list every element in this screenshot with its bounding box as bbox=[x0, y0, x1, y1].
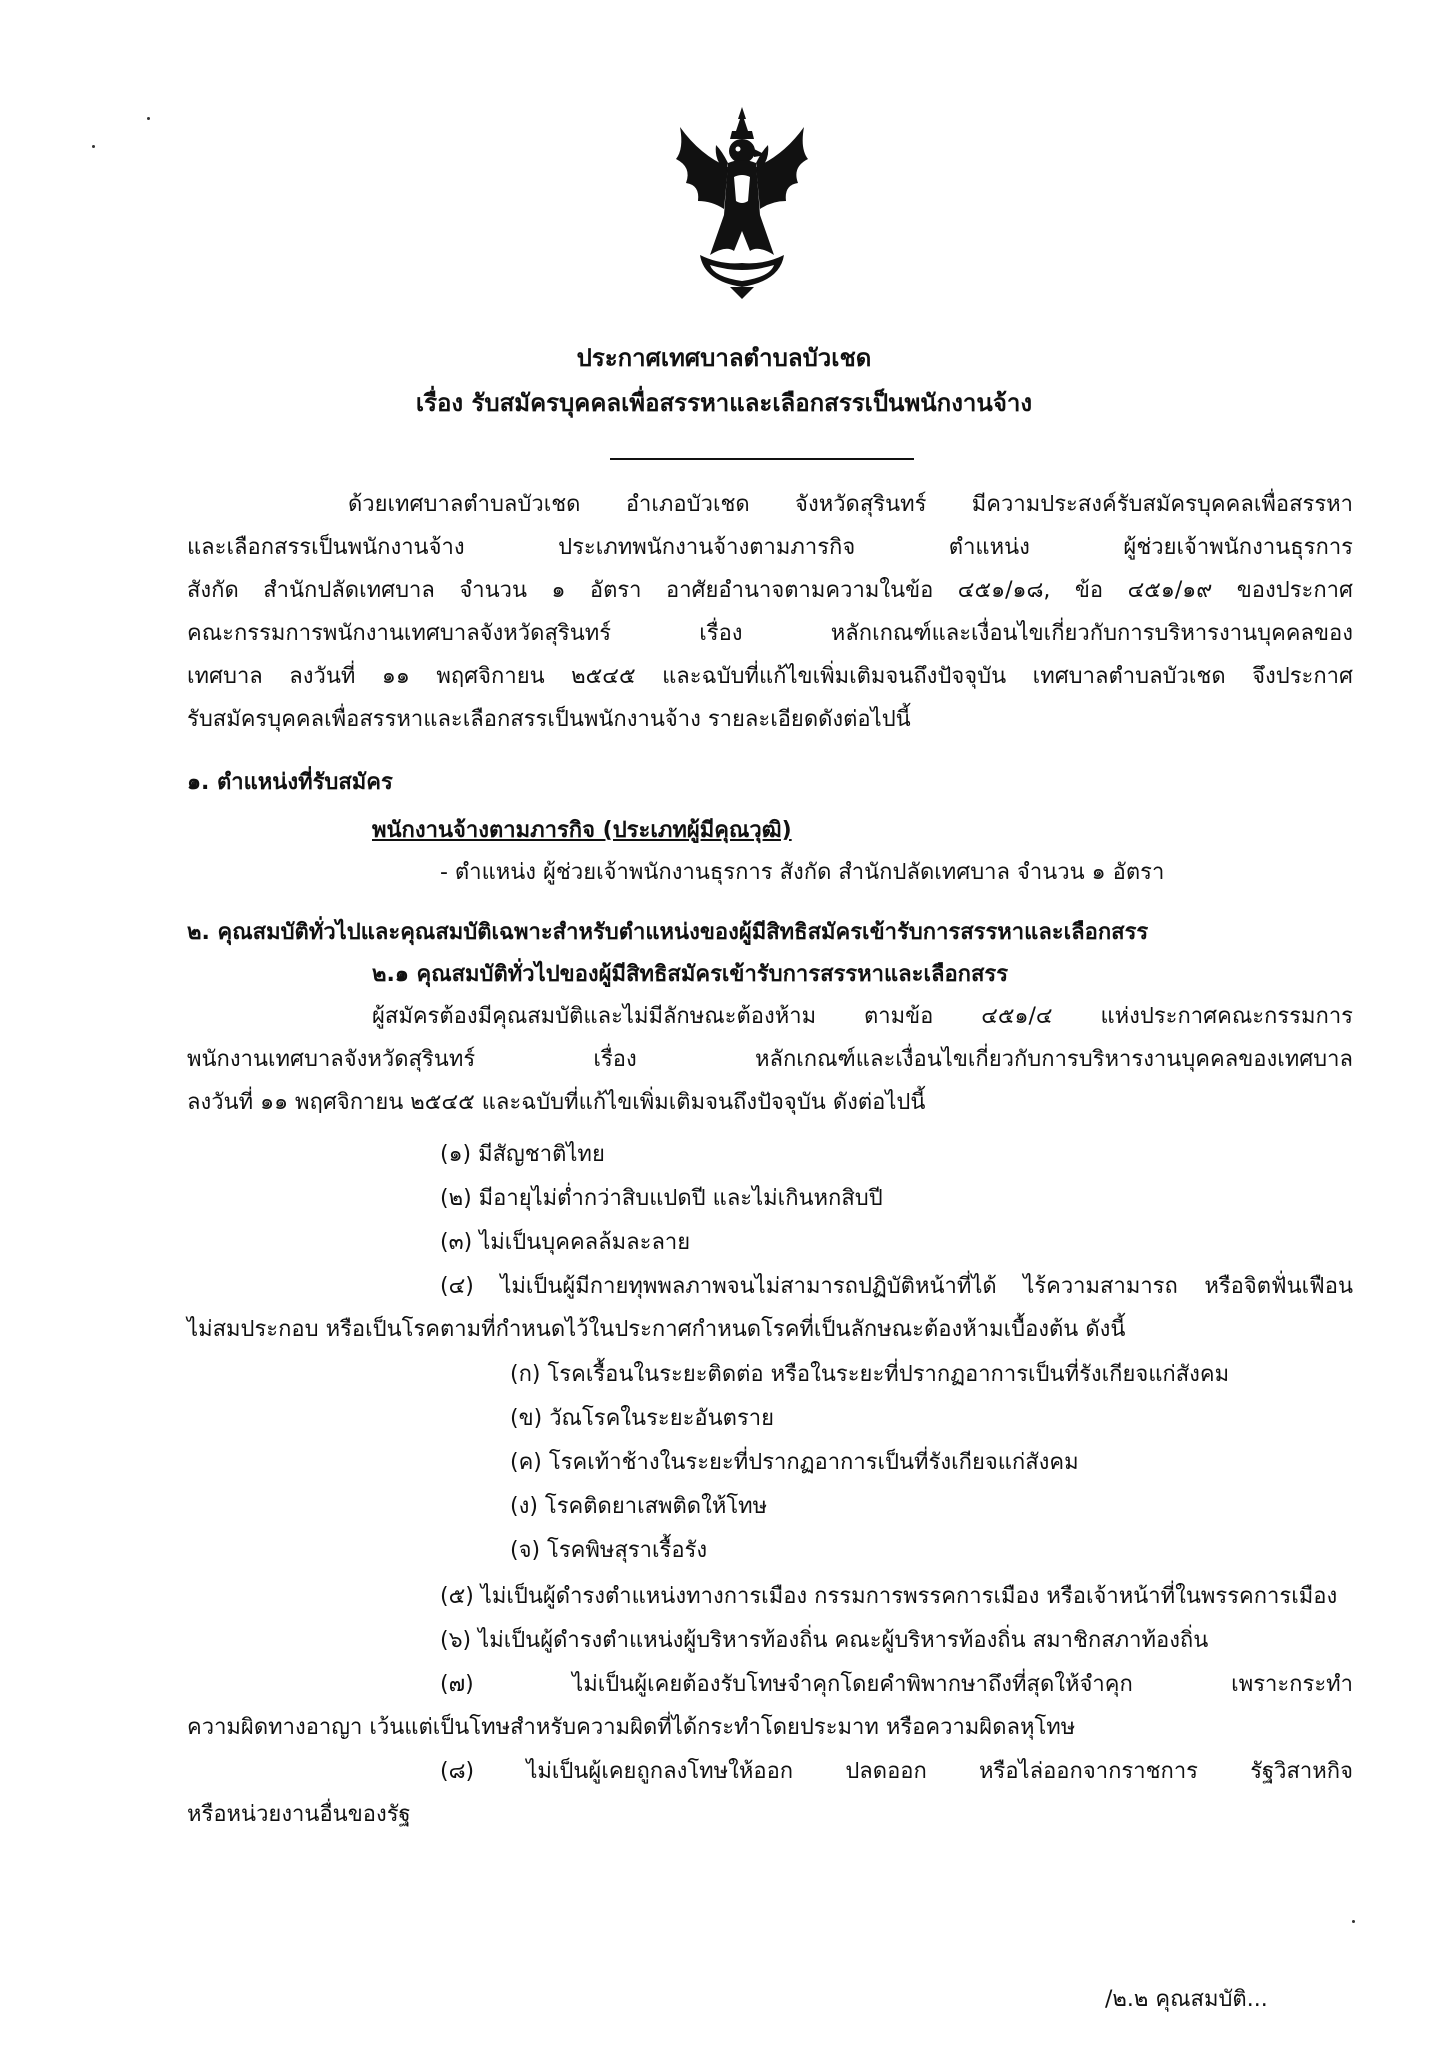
garuda-emblem bbox=[670, 105, 815, 300]
sub-list-item: (ก) โรคเรื้อนในระยะติดต่อ หรือในระยะที่ปรากฏอาการเป็นที่รังเกียจแก่สังคม bbox=[510, 1362, 1230, 1387]
section-heading: ๒. คุณสมบัติทั่วไปและคุณสมบัติเฉพาะสำหรับตำแหน่งของผู้มีสิทธิสมัครเข้ารับการสรรหาและเลือกสรร bbox=[187, 920, 1149, 945]
list-item: (๓) ไม่เป็นบุคคลล้มละลาย bbox=[440, 1230, 691, 1255]
page-continuation: /๒.๒ คุณสมบัติ... bbox=[1105, 1987, 1268, 2012]
intro-line: และเลือกสรรเป็นพนักงานจ้าง ประเภทพนักงานจ้างตามภารกิจ ตำแหน่ง ผู้ช่วยเจ้าพนักงานธุรการ bbox=[187, 535, 1353, 560]
intro-line: ด้วยเทศบาลตำบลบัวเชด อำเภอบัวเชด จังหวัดสุรินทร์ มีความประสงค์รับสมัครบุคคลเพื่อสรรหา bbox=[348, 492, 1353, 517]
intro-line: รับสมัครบุคคลเพื่อสรรหาและเลือกสรรเป็นพนักงานจ้าง รายละเอียดดังต่อไปนี้ bbox=[187, 707, 911, 732]
list-item: (๖) ไม่เป็นผู้ดำรงตำแหน่งผู้บริหารท้องถิ่น คณะผู้บริหารท้องถิ่น สมาชิกสภาท้องถิ่น bbox=[440, 1628, 1209, 1653]
paragraph-line: พนักงานเทศบาลจังหวัดสุรินทร์ เรื่อง หลักเกณฑ์และเงื่อนไขเกี่ยวกับการบริหารงานบุคคลของเทศบาล bbox=[187, 1047, 1353, 1072]
list-item: (๔) ไม่เป็นผู้มีกายทุพพลภาพจนไม่สามารถปฏิบัติหน้าที่ได้ ไร้ความสามารถ หรือจิตฟั่นเฟือน bbox=[440, 1274, 1353, 1299]
sub-list-item: (ค) โรคเท้าช้างในระยะที่ปรากฏอาการเป็นที่รังเกียจแก่สังคม bbox=[510, 1450, 1079, 1475]
document-title: ประกาศเทศบาลตำบลบัวเชด bbox=[576, 344, 872, 372]
section-subheading: พนักงานจ้างตามภารกิจ (ประเภทผู้มีคุณวุฒิ) bbox=[372, 818, 792, 843]
section-heading: ๑. ตำแหน่งที่รับสมัคร bbox=[187, 770, 393, 795]
intro-line: เทศบาล ลงวันที่ ๑๑ พฤศจิกายน ๒๕๔๕ และฉบับที่แก้ไขเพิ่มเติมจนถึงปัจจุบัน เทศบาลตำบลบัวเชด จึงประกาศ bbox=[187, 664, 1353, 689]
title-divider bbox=[610, 458, 914, 460]
list-item: (๑) มีสัญชาติไทย bbox=[440, 1142, 605, 1167]
paragraph-line: ลงวันที่ ๑๑ พฤศจิกายน ๒๕๔๕ และฉบับที่แก้ไขเพิ่มเติมจนถึงปัจจุบัน ดังต่อไปนี้ bbox=[187, 1090, 926, 1115]
paragraph-line: ผู้สมัครต้องมีคุณสมบัติและไม่มีลักษณะต้องห้าม ตามข้อ ๔๕๑/๔ แห่งประกาศคณะกรรมการ bbox=[372, 1004, 1353, 1029]
position-item: - ตำแหน่ง ผู้ช่วยเจ้าพนักงานธุรการ สังกัด สำนักปลัดเทศบาล จำนวน ๑ อัตรา bbox=[440, 860, 1165, 885]
list-item: (๒) มีอายุไม่ต่ำกว่าสิบแปดปี และไม่เกินหกสิบปี bbox=[440, 1186, 883, 1211]
list-item: (๕) ไม่เป็นผู้ดำรงตำแหน่งทางการเมือง กรรมการพรรคการเมือง หรือเจ้าหน้าที่ในพรรคการเมือง bbox=[440, 1584, 1338, 1609]
list-item: (๘) ไม่เป็นผู้เคยถูกลงโทษให้ออก ปลดออก หรือไล่ออกจากราชการ รัฐวิสาหกิจ bbox=[440, 1759, 1353, 1784]
list-item: (๗) ไม่เป็นผู้เคยต้องรับโทษจำคุกโดยคำพิพากษาถึงที่สุดให้จำคุก เพราะกระทำ bbox=[440, 1672, 1353, 1697]
sub-list-item: (ข) วัณโรคในระยะอันตราย bbox=[510, 1406, 775, 1431]
scan-speck bbox=[1352, 1920, 1355, 1923]
sub-list-item: (จ) โรคพิษสุราเรื้อรัง bbox=[510, 1538, 708, 1563]
intro-line: คณะกรรมการพนักงานเทศบาลจังหวัดสุรินทร์ เรื่อง หลักเกณฑ์และเงื่อนไขเกี่ยวกับการบริหารงานบุคคลของ bbox=[187, 621, 1353, 646]
document-subject: เรื่อง รับสมัครบุคคลเพื่อสรรหาและเลือกสรรเป็นพนักงานจ้าง bbox=[415, 389, 1033, 417]
intro-line: สังกัด สำนักปลัดเทศบาล จำนวน ๑ อัตรา อาศัยอำนาจตามความในข้อ ๔๕๑/๑๘, ข้อ ๔๕๑/๑๙ ของประกาศ bbox=[187, 578, 1353, 603]
section-subheading: ๒.๑ คุณสมบัติทั่วไปของผู้มีสิทธิสมัครเข้ารับการสรรหาและเลือกสรร bbox=[372, 962, 1009, 987]
list-item-continued: หรือหน่วยงานอื่นของรัฐ bbox=[187, 1802, 411, 1827]
sub-list-item: (ง) โรคติดยาเสพติดให้โทษ bbox=[510, 1494, 768, 1519]
list-item-continued: ไม่สมประกอบ หรือเป็นโรคตามที่กำหนดไว้ในประกาศกำหนดโรคที่เป็นลักษณะต้องห้ามเบื้องต้น ดังนี้ bbox=[187, 1317, 1126, 1342]
scan-speck bbox=[147, 117, 150, 120]
list-item-continued: ความผิดทางอาญา เว้นแต่เป็นโทษสำหรับความผิดที่ได้กระทำโดยประมาท หรือความผิดลหุโทษ bbox=[187, 1715, 1076, 1740]
scan-speck bbox=[92, 145, 95, 148]
